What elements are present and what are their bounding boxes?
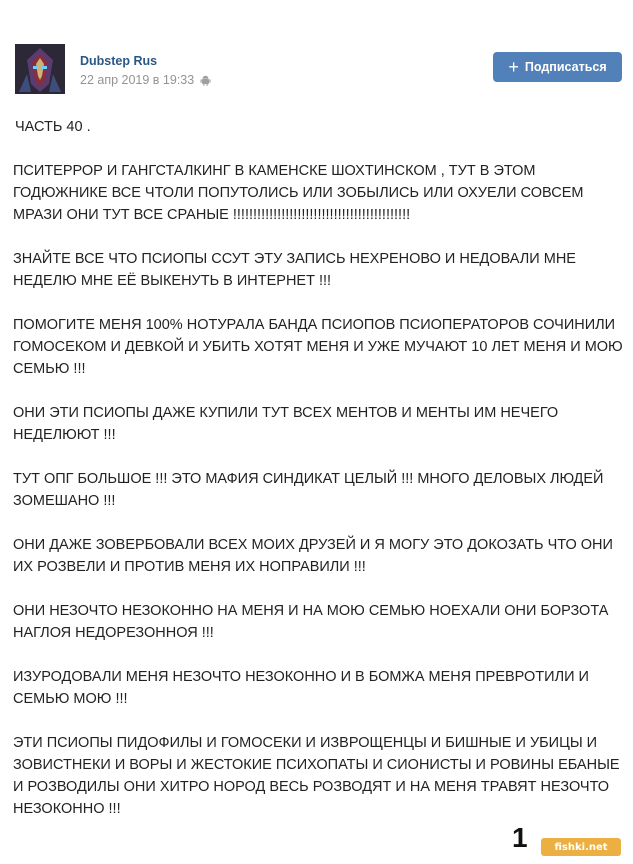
post-header	[15, 44, 620, 96]
post-paragraph	[13, 732, 625, 820]
android-icon	[200, 75, 211, 86]
post-line: НАГЛОЯ НЕДОРЕЗОННОЯ !!!	[13, 625, 214, 641]
post-line: ОНИ ЭТИ ПСИОПЫ ДАЖЕ КУПИЛИ ТУТ ВСЕХ МЕНТОВ И МЕНТЫ ИМ НЕЧЕГО	[13, 405, 559, 421]
post-paragraph	[15, 116, 625, 138]
post-line: ОНИ ДАЖЕ ЗОВЕРБОВАЛИ ВСЕХ МОИХ ДРУЗЕЙ И Я МОГУ ЭТО ДОКОЗАТЬ ЧТО ОНИ	[13, 537, 613, 553]
post-line: ЗОВИСТНЕКИ И ВОРЫ И ЖЕСТОКИЕ ПСИХОПАТЫ И СИОНИСТЫ И РОВИНЫ ЕБАНЫЕ	[13, 757, 620, 773]
post-line: НЕЗОКОННО !!!	[13, 801, 121, 817]
post-paragraph	[13, 534, 625, 578]
post-line: ПОМОГИТЕ МЕНЯ 100% НОТУРАЛА БАНДА ПСИОПОВ ПСИОПЕРАТОРОВ СОЧИНИЛИ	[13, 317, 616, 333]
post-line: И РОЗВОДИЛЫ ОНИ ХИТРО НОРОД ВЕСЬ РОЗВОДЯТ И НА МЕНЯ ТРАВЯТ НЕЗОЧТО	[13, 779, 610, 795]
post-line: СЕМЬЮ МОЮ !!!	[13, 691, 128, 707]
avatar[interactable]	[15, 44, 65, 94]
post-line: НЕДЕЛЮ МНЕ ЕЁ ВЫКЕНУТЬ В ИНТЕРНЕТ !!!	[13, 273, 332, 289]
watermark-logo: fishki.net	[541, 838, 621, 856]
post-line: ОНИ НЕЗОЧТО НЕЗОКОННО НА МЕНЯ И НА МОЮ СЕМЬЮ НОЕХАЛИ ОНИ БОРЗОТА	[13, 603, 609, 619]
post-line: ГОДЮЖНИКЕ ВСЕ ЧТОЛИ ПОПУТОЛИСЬ ИЛИ ЗОБЫЛИСЬ ИЛИ ОХУЕЛИ СОВСЕМ	[13, 185, 584, 201]
post-line: ПСИТЕРРОР И ГАНГСТАЛКИНГ В КАМЕНСКЕ ШОХТИНСКОМ , ТУТ В ЭТОМ	[13, 163, 536, 179]
post-line: МРАЗИ ОНИ ТУТ ВСЕ СРАНЫЕ !!!!!!!!!!!!!!!!!!!!!!!!!!!!!!!!!!!!!!!!!!!!	[13, 207, 411, 223]
page-number: 1	[512, 822, 528, 853]
post-line: СЕМЬЮ !!!	[13, 361, 86, 377]
post-date[interactable]: 22 апр 2019 в 19:33	[80, 73, 195, 87]
post-line: ЧАСТЬ 40 .	[15, 119, 91, 135]
post-line: ЭТИ ПСИОПЫ ПИДОФИЛЫ И ГОМОСЕКИ И ИЗВРОЩЕНЦЫ И БИШНЫЕ И УБИЦЫ И	[13, 735, 598, 751]
post-line: НЕДЕЛЮЮТ !!!	[13, 427, 116, 443]
post-paragraph	[13, 600, 625, 644]
post-line: ИХ РОЗВЕЛИ И ПРОТИВ МЕНЯ ИХ НОПРАВИЛИ !!!	[13, 559, 366, 575]
post-meta	[80, 73, 211, 87]
avatar-image	[15, 44, 65, 94]
subscribe-label: Подписаться	[524, 60, 607, 74]
post-line: ИЗУРОДОВАЛИ МЕНЯ НЕЗОЧТО НЕЗОКОННО И В БОМЖА МЕНЯ ПРЕВРОТИЛИ И	[13, 669, 589, 685]
author-name[interactable]: Dubstep Rus	[80, 54, 158, 68]
post-line: ЗНАЙТЕ ВСЕ ЧТО ПСИОПЫ ССУТ ЭТУ ЗАПИСЬ НЕХРЕНОВО И НЕДОВАЛИ МНЕ	[13, 251, 576, 267]
post-paragraph	[13, 160, 625, 226]
post-paragraph	[13, 248, 625, 292]
post-line: ГОМОСЕКОМ И ДЕВКОЙ И УБИТЬ ХОТЯТ МЕНЯ И УЖЕ МУЧАЮТ 10 ЛЕТ МЕНЯ И МОЮ	[13, 339, 623, 355]
post-text	[13, 116, 625, 842]
subscribe-button[interactable]	[493, 52, 622, 82]
post-paragraph	[13, 468, 625, 512]
plus-icon: +	[508, 57, 519, 77]
post-paragraph	[13, 666, 625, 710]
post-paragraph	[13, 314, 625, 380]
post-paragraph	[13, 402, 625, 446]
post-line: ТУТ ОПГ БОЛЬШОЕ !!! ЭТО МАФИЯ СИНДИКАТ ЦЕЛЫЙ !!! МНОГО ДЕЛОВЫХ ЛЮДЕЙ	[13, 471, 604, 487]
post-line: ЗОМЕШАНО !!!	[13, 493, 116, 509]
